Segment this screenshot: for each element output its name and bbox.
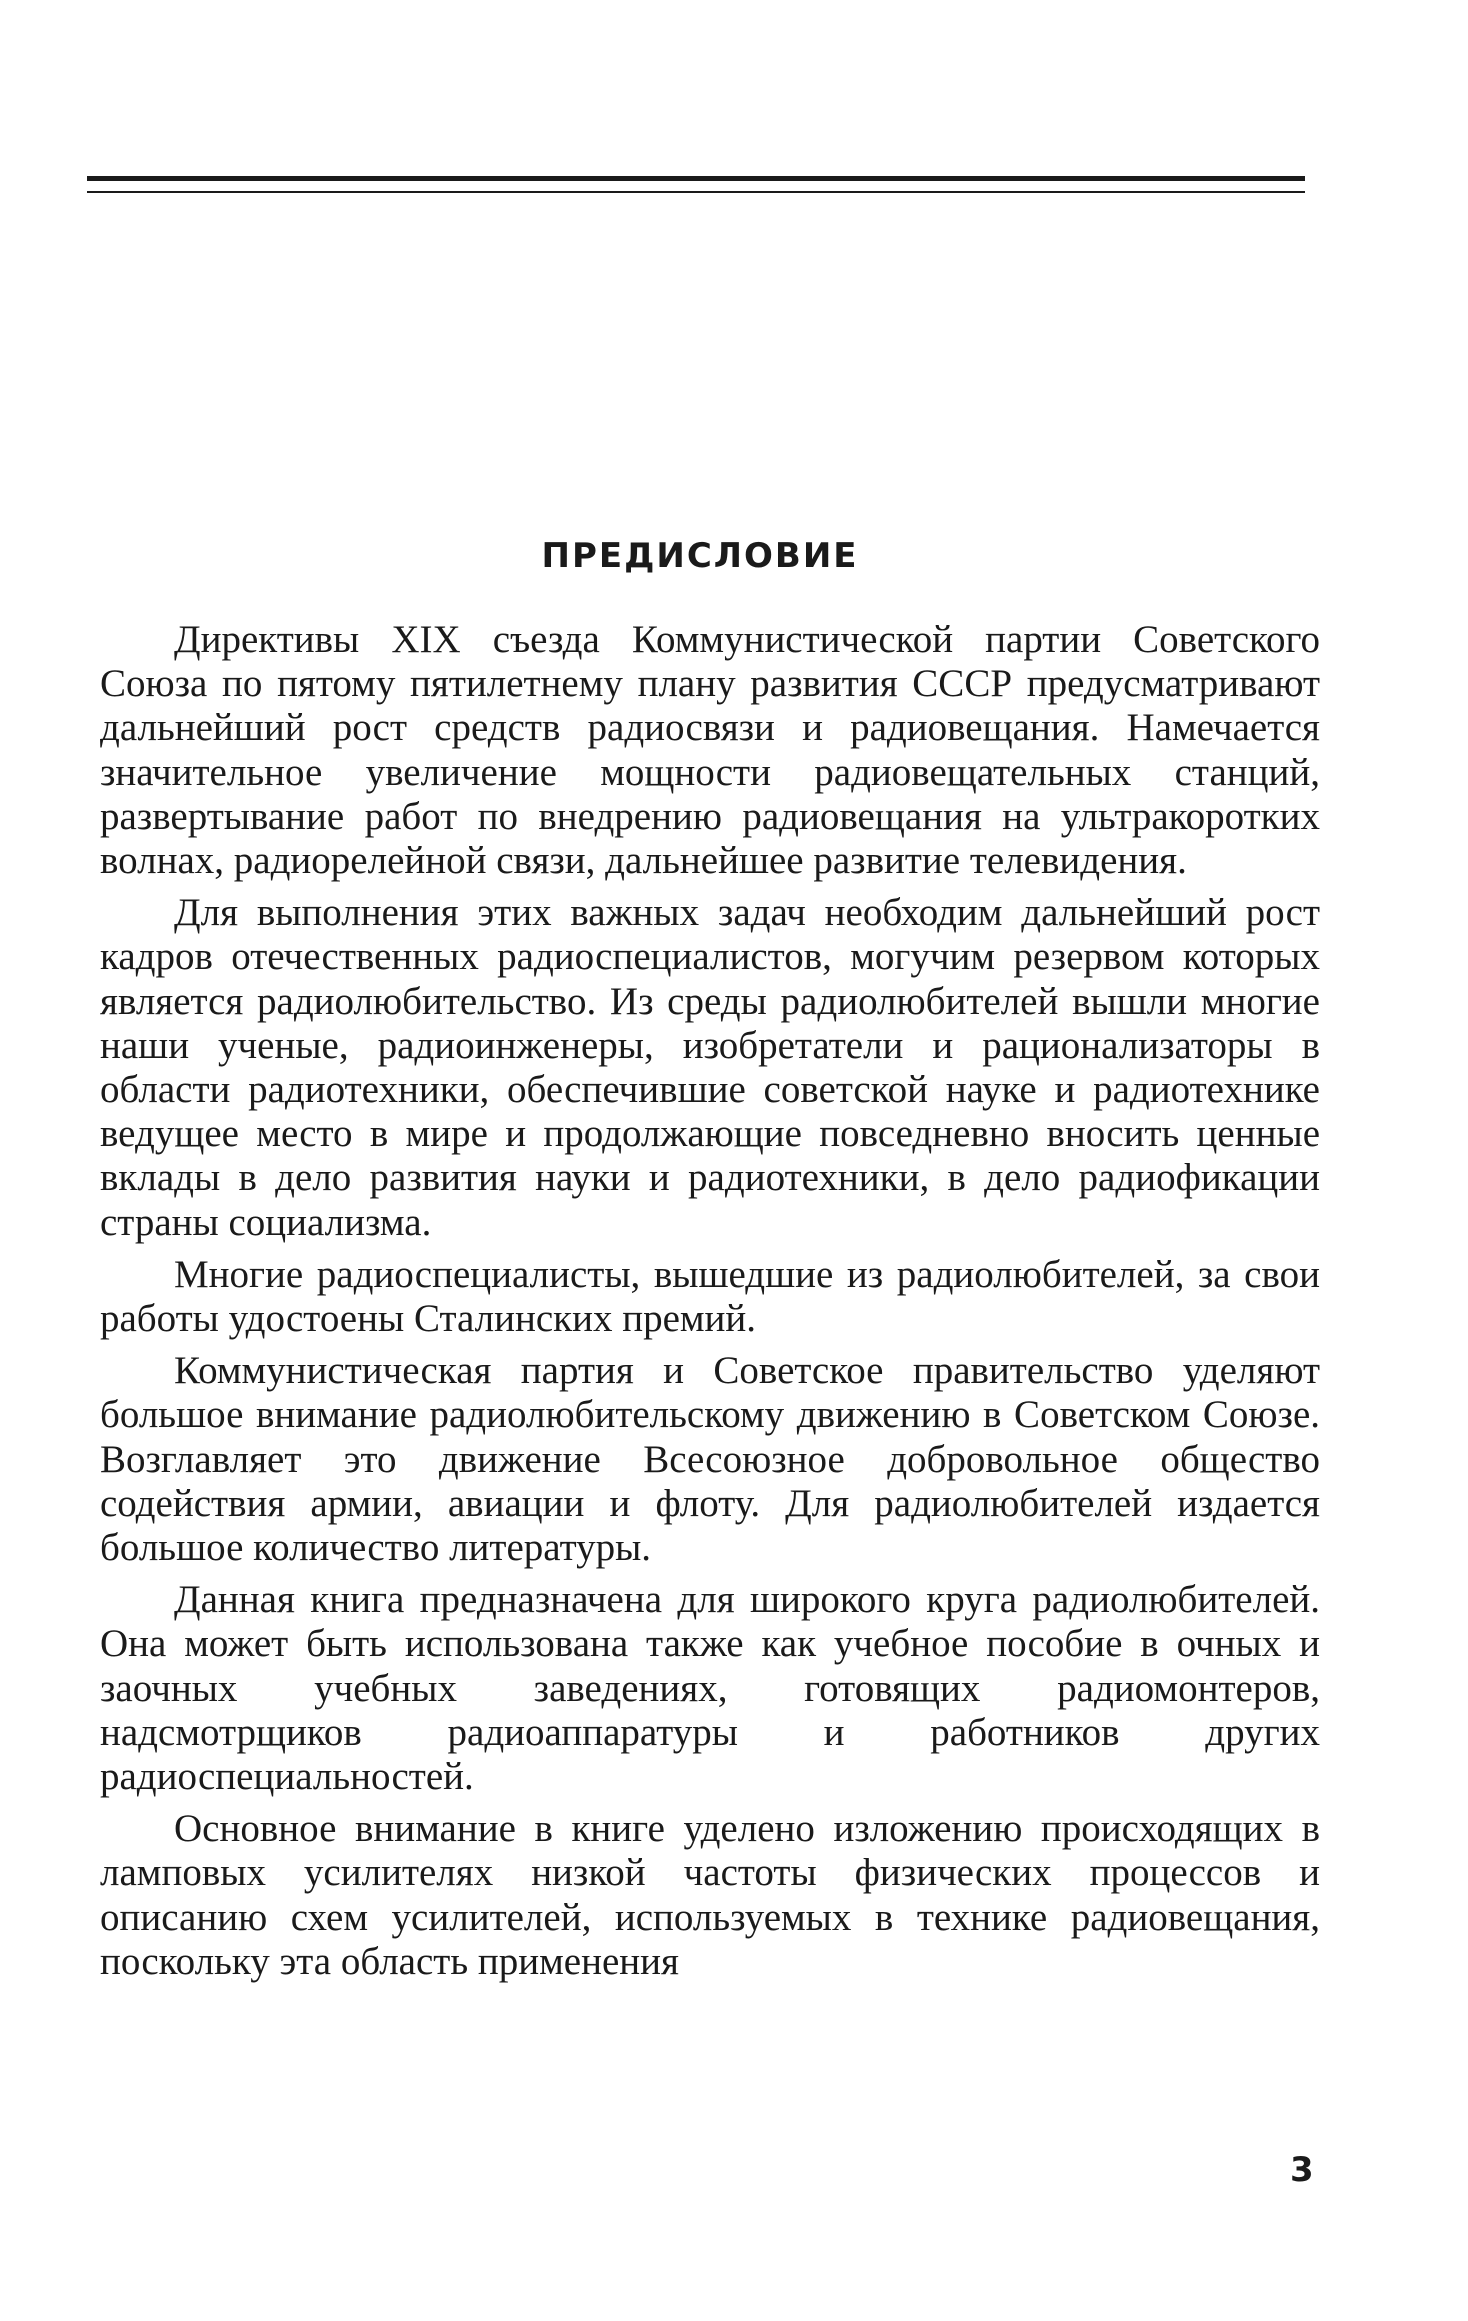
paragraph-3: Многие радиоспециалисты, вышедшие из радиолюбителей, за свои работы удостоены Сталинских премий. bbox=[100, 1252, 1320, 1341]
header-rule-thick bbox=[87, 176, 1305, 181]
page-number: 3 bbox=[1290, 2150, 1314, 2190]
paragraph-6: Основное внимание в книге уделено изложению происходящих в ламповых усилителях низкой частоты физических процессов и описанию схем усилителей, используемых в технике радиовещания, поскольку эта область применения bbox=[100, 1807, 1320, 1983]
paragraph-5: Данная книга предназначена для широкого круга радиолюбителей. Она может быть использована также как учебное пособие в очных и заочных учебных заведениях, готовящих радиомонтеров, надсмотрщиков радиоаппаратуры и работников других радиоспециальностей. bbox=[100, 1578, 1320, 1799]
header-rule-thin bbox=[87, 191, 1305, 193]
page-title: ПРЕДИСЛОВИЕ bbox=[541, 536, 859, 576]
paragraph-4: Коммунистическая партия и Советское правительство уделяют большое внимание радиолюбительскому движению в Советском Союзе. Возглавляет это движение Всесоюзное добровольное общество содействия армии, авиации и флоту. Для радиолюбителей издается большое количество литературы. bbox=[100, 1349, 1320, 1570]
body-text bbox=[100, 618, 1320, 1992]
paragraph-1: Директивы XIX съезда Коммунистической партии Советского Союза по пятому пятилетнему плану развития СССР предусматривают дальнейший рост средств радиосвязи и радиовещания. Намечается значительное увеличение мощности радиовещательных станций, развертывание работ по внедрению радиовещания на ультракоротких волнах, радиорелейной связи, дальнейшее развитие телевидения. bbox=[100, 618, 1320, 883]
paragraph-2: Для выполнения этих важных задач необходим дальнейший рост кадров отечественных радиоспециалистов, могучим резервом которых является радиолюбительство. Из среды радиолюбителей вышли многие наши ученые, радиоинженеры, изобретатели и рационализаторы в области радиотехники, обеспечившие советской науке и радиотехнике ведущее место в мире и продолжающие повседневно вносить ценные вклады в дело развития науки и радиотехники, в дело радиофикации страны социализма. bbox=[100, 891, 1320, 1244]
